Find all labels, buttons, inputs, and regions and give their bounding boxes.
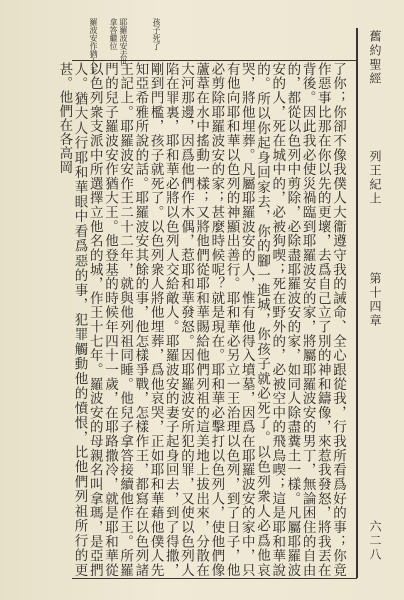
scripture-paragraph: 了你；你卻不像我僕人大衞遵守我的誡命、全心跟從我，行我所看爲好的事；你竟作惡事比那在你以先的更壞，去爲自己立了別的神和鑄像，來惹我發怒，將我丟在背後。因此我必使災禍臨到耶羅波安的家，將屬耶羅波安的男丁，無論困住的自由的，都從以色列中剪除，必除盡耶羅波安的家，如同人除盡糞土一樣。凡屬耶羅波安的人，死在城中的，必被狗喫；死在野外的，必被空中的飛鳥喫；這是耶和華說的。所以你起身回家去，你的腳一進城，你孩子就必死了。以色列衆人必爲他哀哭，將他埋葬。凡屬耶羅波安的人，惟有他得入墳墓，因爲在耶羅波安的家中，只有他向耶和華以色列的神顯出善行。耶和華必另立一王治理以色列，到了日子，他必剪除耶羅波安的家；甚麼時候呢？就是現在。耶和華必擊打以色列人，使他們像蘆葦在水中搖動一樣；又將他們從耶和華賜給他們列祖的這美地上拔出來，分散在大河那邊，因爲他們作木偶，惹耶和華發怒。因耶羅波安所犯的罪，又使以色列人陷在罪裏，耶和華必將以色列人交給敵人。耶羅波安的妻子起身回去，到了得撒，剛到門檻，孩子就死了。以色列衆人將他埋葬，爲他哀哭，正如耶和華藉他僕人先知亞希雅所說的話。耶羅波安其餘的事，他怎樣爭戰，怎樣作王，都寫在以色列諸王記上。耶羅波安作王二十二年，就與他列祖同睡。他兒子拿答接續他作王。所羅門的兒子羅波安作猶大王。他登基的時候年四十一歲，在耶路撒冷，就是耶和華從以色列衆支派中所選擇立他名的城，作王十七年。羅波安的母親名叫拿瑪，是亞捫人。猶大人行耶和華眼中看爲惡的事，犯罪觸動他的憤恨，比他們列祖所行的更甚。他們在各高岡 (56, 62, 346, 577)
top-rule (72, 60, 357, 61)
header-rule (356, 28, 358, 578)
bottom-rule (72, 578, 357, 579)
chapter-reference: 列王紀上 (368, 150, 382, 206)
page-number: 六二八 (368, 520, 382, 562)
book-title: 舊約聖經 (368, 30, 382, 86)
margin-note-nadab-reigns: 拿答繼位 (109, 18, 118, 50)
scripture-text (56, 62, 346, 577)
margin-note-child-died: 孩子死了 (152, 18, 161, 50)
margin-note-jeroboam-died: 耶羅波安去世 (119, 18, 128, 66)
chapter-number: 第十四章 (368, 272, 382, 328)
margin-note-rehoboam-king: 羅波安作猶大王 (89, 18, 98, 74)
